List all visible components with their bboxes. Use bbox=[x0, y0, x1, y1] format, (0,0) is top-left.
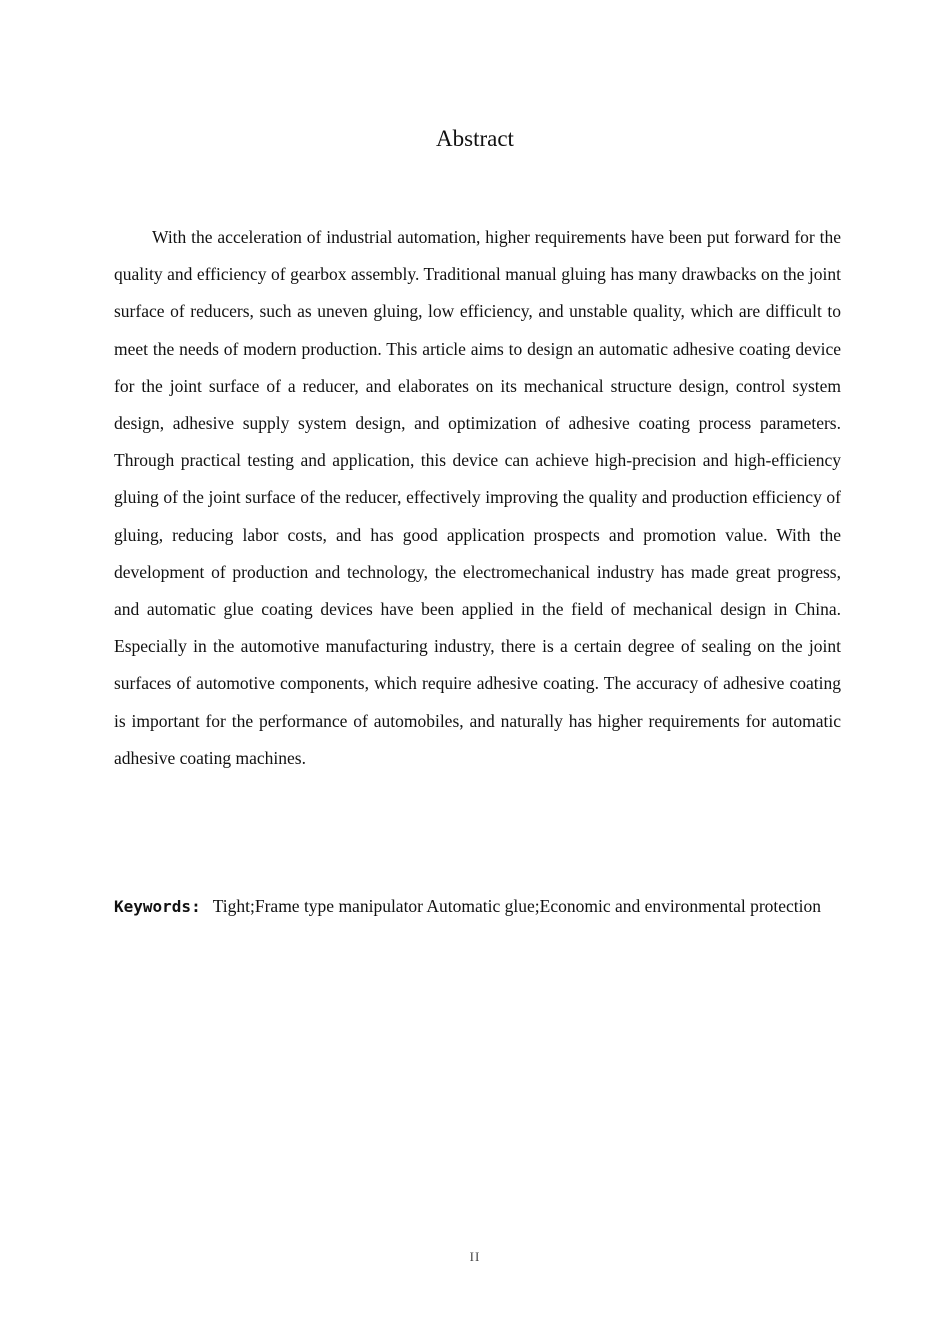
abstract-body: With the acceleration of industrial automation, higher requirements have been put forward for the quality and efficiency of gearbox assembly. Traditional manual gluing has many drawbacks on the joint surface of reducers, such as uneven gluing, low efficiency, and unstable quality, which are difficult to meet the needs of modern production. This article aims to design an automatic adhesive coating device for the joint surface of a reducer, and elaborates on its mechanical structure design, control system design, adhesive supply system design, and optimization of adhesive coating process parameters. Through practical testing and application, this device can achieve high-precision and high-efficiency gluing of the joint surface of the reducer, effectively improving the quality and production efficiency of gluing, reducing labor costs, and has good application prospects and promotion value. With the development of production and technology, the electromechanical industry has made great progress, and automatic glue coating devices have been applied in the field of mechanical design in China. Especially in the automotive manufacturing industry, there is a certain degree of sealing on the joint surfaces of automotive components, which require adhesive coating. The accuracy of adhesive coating is important for the performance of automobiles, and naturally has higher requirements for automatic adhesive coating machines. bbox=[114, 227, 841, 768]
abstract-title: Abstract bbox=[436, 126, 514, 151]
keywords-label: Keywords: bbox=[114, 897, 201, 916]
keywords-line bbox=[114, 889, 840, 924]
page-number: II bbox=[469, 1249, 481, 1264]
keywords-text: Tight;Frame type manipulator Automatic glue;Economic and environmental protection bbox=[212, 896, 822, 916]
